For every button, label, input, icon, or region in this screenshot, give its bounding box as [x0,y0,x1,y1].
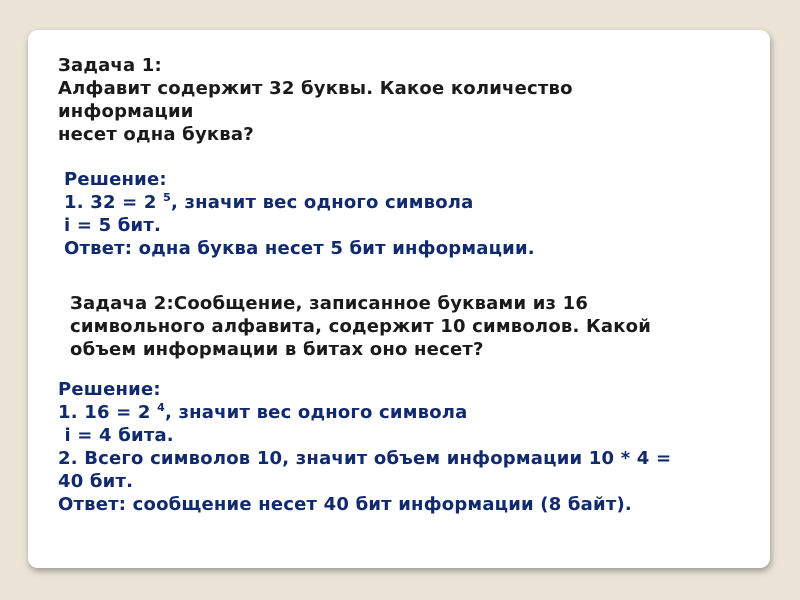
task-1-line-1: Алфавит содержит 32 буквы. Какое количество [58,78,573,99]
solution-2 [58,378,671,516]
solution-1-exponent: 5 [163,191,171,204]
task-2-line-1: Задача 2:Сообщение, записанное буквами из 16 [70,293,589,314]
solution-2-heading: Решение: [58,379,161,400]
task-1 [58,54,573,146]
task-2-line-2: символьного алфавита, содержит 10 символов. Какой [70,316,652,337]
solution-1-step-1-prefix: 1. 32 = 2 [64,192,164,213]
solution-1-step-1 [64,191,535,214]
solution-1-heading: Решение: [64,169,167,190]
solution-2-step-1-suffix: , значит вес одного символа [164,402,468,423]
solution-2-step-2: i = 4 бита. [58,425,174,446]
task-1-line-3: несет одна буква? [58,124,254,145]
solution-1-step-2: i = 5 бит. [64,215,162,236]
solution-2-step-1 [58,401,671,424]
solution-2-answer: Ответ: сообщение несет 40 бит информации (8 байт). [58,494,632,515]
task-1-title: Задача 1: [58,55,162,76]
slide-card [28,30,770,568]
solution-1 [64,168,535,260]
solution-2-step-3-line-1: 2. Всего символов 10, значит объем информации 10 * 4 = [58,448,672,469]
solution-2-step-1-prefix: 1. 16 = 2 [58,402,158,423]
task-2-line-3: объем информации в битах оно несет? [70,339,484,360]
task-2 [70,292,651,361]
task-1-line-2: информации [58,101,194,122]
solution-1-step-1-suffix: , значит вес одного символа [170,192,474,213]
solution-2-step-3-line-2: 40 бит. [58,471,134,492]
solution-2-exponent: 4 [157,401,165,414]
solution-1-answer: Ответ: одна буква несет 5 бит информации. [64,238,535,259]
